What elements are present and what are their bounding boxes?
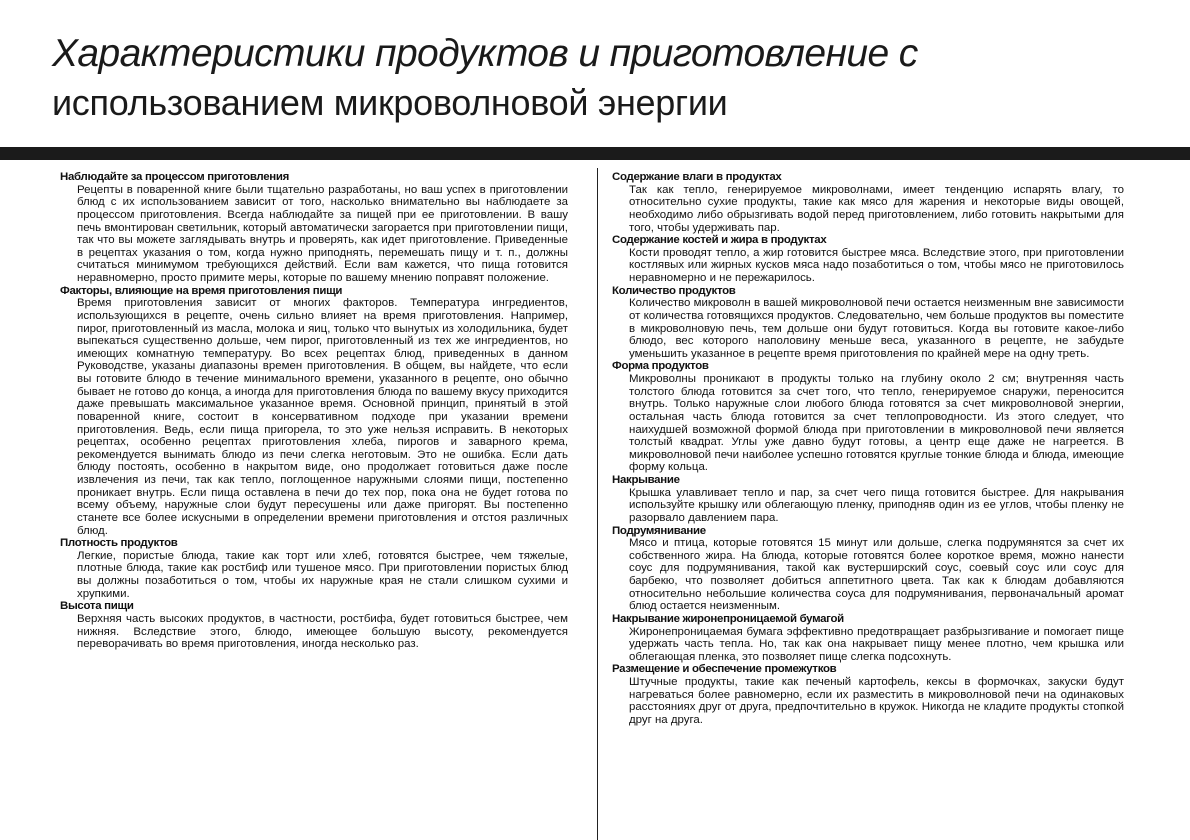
column-divider: [597, 168, 598, 840]
section-body: Так как тепло, генерируемое микроволнами, имеет тенденцию испарять влагу, то относительно сухие продукты, такие как мясо для жарения и некоторые виды овощей, необходимо либо обрызгивать водой перед приготовлением, либо готовить накрытыми для того, чтобы удерживать пар.: [629, 183, 1124, 234]
section-wax-paper-covering: [612, 613, 1124, 664]
section-cooking-time-factors: [60, 285, 568, 538]
section-moisture-content: [612, 171, 1124, 234]
section-heading: Размещение и обеспечение промежутков: [612, 663, 837, 676]
section-food-quantity: [612, 285, 1124, 361]
section-body: Легкие, пористые блюда, такие как торт или хлеб, готовятся быстрее, чем тяжелые, плотные блюда, такие как ростбиф или тушеное мясо. При приготовлении пористых блюд вы должны позаботиться о том, чтобы их наружные края не стали слишком сухими и хрупкими.: [77, 549, 568, 600]
left-column: [60, 171, 568, 651]
section-browning: [612, 525, 1124, 613]
section-heading: Накрывание жиронепроницаемой бумагой: [612, 612, 844, 625]
section-body: Время приготовления зависит от многих факторов. Температура ингредиентов, использующихся в рецепте, очень сильно влияет на время приготовления. Например, пирог, приготовленный из масла, молока и яиц, только что вынутых из холодильника, будет выпекаться существенно дольше, чем пирог, приготовленный из тех же ингредиентов, но имеющих комнатную температуру. Во всех рецептах блюд, приведенных в данном Руководстве, указаны диапазоны времен приготовления. В общем, вы найдете, что если вы готовите блюдо в течение минимального времени, указанного в рецепте, оно обычно бывает не готово до конца, а иногда для приготовления блюда по вашему вкусу приходится даже превышать максимальное указанное время. Основной принцип, принятый в этой поваренной книге, состоит в консервативном подходе при указании времени приготовления. Ведь, если пища пригорела, то это уже нельзя исправить. В некоторых рецептах, особенно рецептах приготовления хлеба, пирогов и заварного крема, рекомендуется вынимать блюдо из печи слегка неготовым. Это не ошибка. Если дать блюду постоять, особенно в накрытом виде, оно продолжает готовиться даже после извлечения из печи, так как тепло, поглощенное наружными слоями пищи, постепенно проникает внутрь. Если пища оставлена в печи до тех пор, пока она не будет готова по всему объему, наружные слои будут пересушены или даже пригорят. Вы постепенно станете все более искусными в определении времени приготовления и отстоя различных блюд.: [77, 297, 568, 537]
section-body: Рецепты в поваренной книге были тщательно разработаны, но ваш успех в приготовлении блюд с их использованием зависит от того, насколько внимательно вы наблюдаете за процессом приготовления. Всегда наблюдайте за пищей при ее приготовлении. В вашу печь вмонтирован светильник, который автоматически загорается при приготовлении пищи, так что вы можете заглядывать внутрь и проверять, как идет приготовление. Приведенные в рецептах указания о том, когда нужно приподнять, перемешать пищу и т. п., должны считаться минимумом требующихся действий. Если вам кажется, что пища готовится неравномерно, просто примите меры, которые по вашему мнению поправят положение.: [77, 183, 568, 284]
section-food-density: [60, 537, 568, 600]
right-column: [612, 171, 1124, 727]
section-body: Крышка улавливает тепло и пар, за счет чего пища готовится быстрее. Для накрывания используйте крышку или облегающую пленку, приподняв один из ее углов, чтобы пленку не разорвало давлением пара.: [629, 486, 1124, 524]
section-food-height: [60, 600, 568, 651]
page-title-line-1: Характеристики продуктов и приготовление с: [52, 32, 918, 75]
section-heading: Высота пищи: [60, 600, 134, 613]
page-title: [52, 28, 1152, 126]
section-heading: Плотность продуктов: [60, 537, 178, 550]
section-body: Штучные продукты, такие как печеный картофель, кексы в формочках, закуски будут нагреваться более равномерно, если их разместить в микроволновой печи на одинаковых расстояниях друг от друга, предпочтительно в кружок. Никогда не кладите продукты стопкой друг на друга.: [629, 676, 1124, 726]
section-body: Микроволны проникают в продукты только на глубину около 2 см; внутренняя часть толстого блюда готовится за счет того, что тепло, генерируемое снаружи, переносится внутрь. Только наружные слои любого блюда готовятся за счет микроволновой энергии, остальная часть блюда готовится за счет теплопроводности. Из этого следует, что наихудшей возможной формой блюда при приготовлении в микроволновой печи является толстый квадрат. Углы уже давно будут готовы, а центр еще даже не нагреется. В микроволновой печи наиболее успешно готовятся круглые тонкие блюда и блюда, имеющие форму кольца.: [629, 373, 1124, 474]
section-heading: Факторы, влияющие на время приготовления пищи: [60, 284, 343, 297]
section-body: Кости проводят тепло, а жир готовится быстрее мяса. Вследствие этого, при приготовлении костлявых или жирных кусков мяса надо позаботиться о том, чтобы мясо не приготовилось неравномерно и не пережарилось.: [629, 246, 1124, 284]
section-body: Верхняя часть высоких продуктов, в частности, ростбифа, будет готовиться быстрее, чем нижняя. Вследствие этого, блюдо, имеющее большую высоту, рекомендуется переворачивать во время приготовления, иногда несколько раз.: [77, 612, 568, 651]
section-heading: Содержание костей и жира в продуктах: [612, 234, 827, 247]
section-body: Жиронепроницаемая бумага эффективно предотвращает разбрызгивание и помогает пище удержать часть тепла. Но, так как она накрывает пищу менее плотно, чем крышка или облегающая пленка, это позволяет пище слегка подсохнуть.: [629, 625, 1124, 663]
section-heading: Наблюдайте за процессом приготовления: [60, 171, 290, 183]
section-heading: Форма продуктов: [612, 360, 709, 373]
section-bones-and-fat: [612, 234, 1124, 285]
section-heading: Количество продуктов: [612, 284, 736, 297]
section-body: Количество микроволн в вашей микроволновой печи остается неизменным вне зависимости от количества готовящихся продуктов. Следовательно, чем больше продуктов вы поместите в микроволновую печь, тем дольше они будут готовиться. Когда вы готовите какое-либо блюдо, вес которого наполовину меньше веса, указанного в рецепте, не забудьте уменьшить указанное в рецепте время приготовления по крайней мере на одну треть.: [629, 297, 1124, 360]
page-title-line-2: использованием микроволновой энергии: [52, 82, 728, 123]
section-heading: Подрумянивание: [612, 524, 706, 537]
section-spacing: [612, 663, 1124, 726]
section-heading: Содержание влаги в продуктах: [612, 171, 782, 183]
section-food-shape: [612, 360, 1124, 474]
section-covering: [612, 474, 1124, 525]
title-divider-bar: [0, 147, 1190, 160]
section-observe-cooking: [60, 171, 568, 285]
section-body: Мясо и птица, которые готовятся 15 минут или дольше, слегка подрумянятся за счет их собственного жира. На блюда, которые готовятся более короткое время, можно нанести соус для подрумянивания, такой как вустерширский соус, соевый соус или соус для барбекю, что позволяет добиться аппетитного цвета. Так как к блюдам добавляются относительно небольшие количества соуса для подрумянивания, первоначальный аромат блюд остается неизменным.: [629, 537, 1124, 613]
section-heading: Накрывание: [612, 474, 680, 486]
